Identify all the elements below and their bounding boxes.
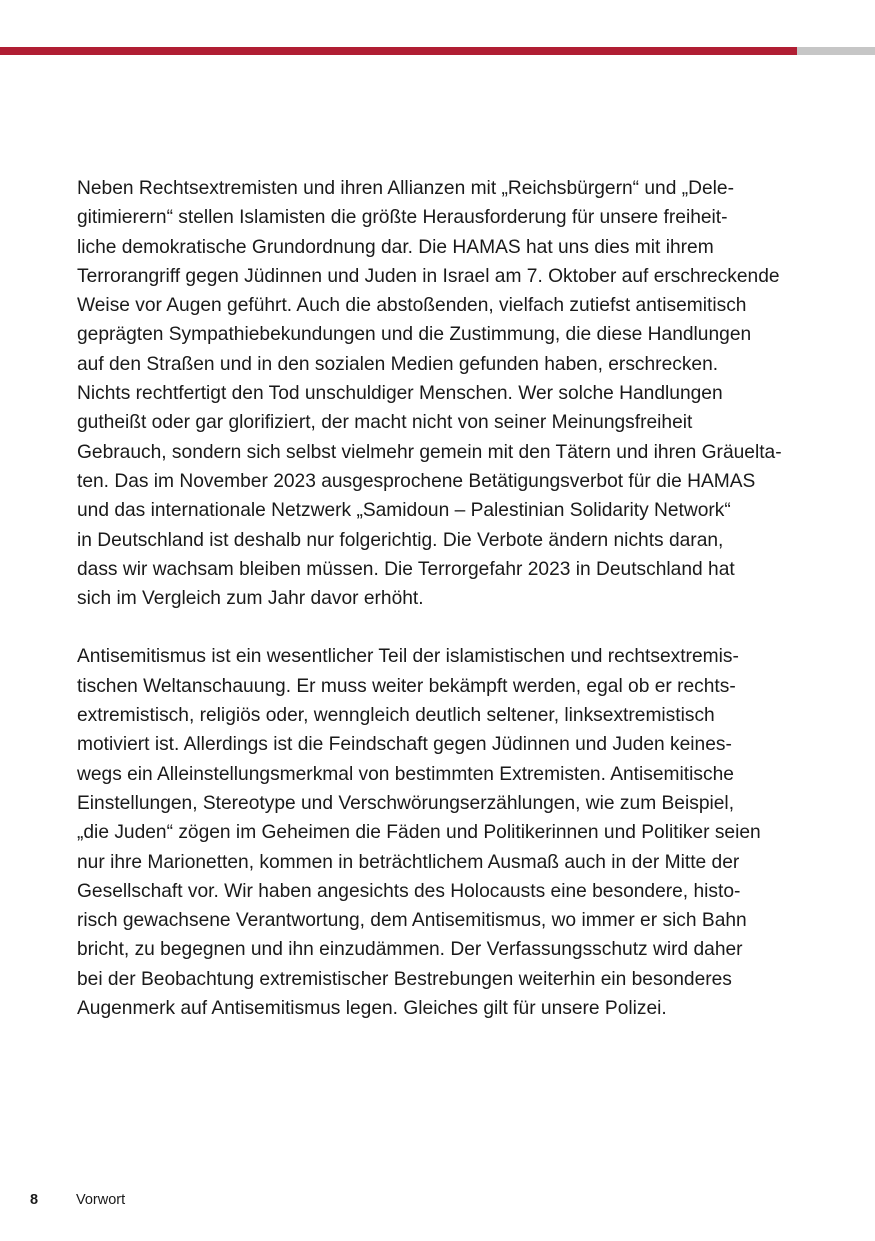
paragraph-1 — [77, 174, 799, 613]
text-line: geprägten Sympathiebekundungen und die Zustimmung, die diese Handlungen — [77, 324, 752, 346]
text-line: ten. Das im November 2023 ausgesprochene Betätigungsverbot für die HAMAS — [77, 470, 756, 492]
header-rule — [0, 47, 875, 55]
text-line: Gesellschaft vor. Wir haben angesichts des Holocausts eine besondere, histo- — [77, 880, 741, 902]
text-line: Nichts rechtfertigt den Tod unschuldiger Menschen. Wer solche Handlungen — [77, 383, 723, 405]
text-line: gitimierern“ stellen Islamisten die größte Herausforderung für unsere freiheit- — [77, 207, 728, 229]
text-line: und das internationale Netzwerk „Samidoun – Palestinian Solidarity Network“ — [77, 500, 731, 522]
text-line: Gebrauch, sondern sich selbst vielmehr gemein mit den Tätern und ihren Gräuelta- — [77, 441, 782, 463]
text-line: Weise vor Augen geführt. Auch die abstoßenden, vielfach zutiefst antisemitisch — [77, 295, 747, 317]
text-line: bei der Beobachtung extremistischer Bestrebungen weiterhin ein besonderes — [77, 968, 732, 990]
text-line: Antisemitismus ist ein wesentlicher Teil der islamistischen und rechtsextremis- — [77, 646, 739, 668]
text-line: dass wir wachsam bleiben müssen. Die Terrorgefahr 2023 in Deutschland hat — [77, 558, 735, 580]
page-footer — [30, 1190, 126, 1210]
paragraph-2 — [77, 642, 799, 1023]
section-name: Vorwort — [76, 1192, 126, 1208]
text-line: Terrorangriff gegen Jüdinnen und Juden in Israel am 7. Oktober auf erschreckende — [77, 265, 780, 287]
text-line: liche demokratische Grundordnung dar. Die HAMAS hat uns dies mit ihrem — [77, 236, 714, 258]
text-line: tischen Weltanschauung. Er muss weiter bekämpft werden, egal ob er rechts- — [77, 675, 736, 697]
text-line: Neben Rechtsextremisten und ihren Allianzen mit „Reichsbürgern“ und „Dele- — [77, 178, 734, 199]
text-line: Augenmerk auf Antisemitismus legen. Gleiches gilt für unsere Polizei. — [77, 998, 667, 1020]
page-number: 8 — [30, 1192, 39, 1208]
text-line: nur ihre Marionetten, kommen in beträchtlichem Ausmaß auch in der Mitte der — [77, 851, 740, 873]
text-line: „die Juden“ zögen im Geheimen die Fäden und Politikerinnen und Politiker seien — [77, 822, 761, 844]
text-line: auf den Straßen und in den sozialen Medien gefunden haben, erschrecken. — [77, 353, 719, 375]
text-line: sich im Vergleich zum Jahr davor erhöht. — [77, 588, 424, 610]
text-line: extremistisch, religiös oder, wenngleich deutlich seltener, linksextremistisch — [77, 705, 715, 727]
text-line: wegs ein Alleinstellungsmerkmal von bestimmten Extremisten. Antisemitische — [77, 763, 734, 785]
text-line: risch gewachsene Verantwortung, dem Antisemitismus, wo immer er sich Bahn — [77, 910, 747, 932]
header-rule-accent — [0, 47, 797, 55]
main-text — [77, 174, 799, 1023]
header-rule-grey — [797, 47, 875, 55]
text-line: bricht, zu begegnen und ihn einzudämmen. Der Verfassungsschutz wird daher — [77, 939, 743, 961]
text-line: Einstellungen, Stereotype und Verschwörungserzählungen, wie zum Beispiel, — [77, 792, 735, 814]
text-line: gutheißt oder gar glorifiziert, der macht nicht von seiner Meinungsfreiheit — [77, 412, 693, 434]
text-line: motiviert ist. Allerdings ist die Feindschaft gegen Jüdinnen und Juden keines- — [77, 734, 732, 756]
text-line: in Deutschland ist deshalb nur folgerichtig. Die Verbote ändern nichts daran, — [77, 529, 724, 551]
